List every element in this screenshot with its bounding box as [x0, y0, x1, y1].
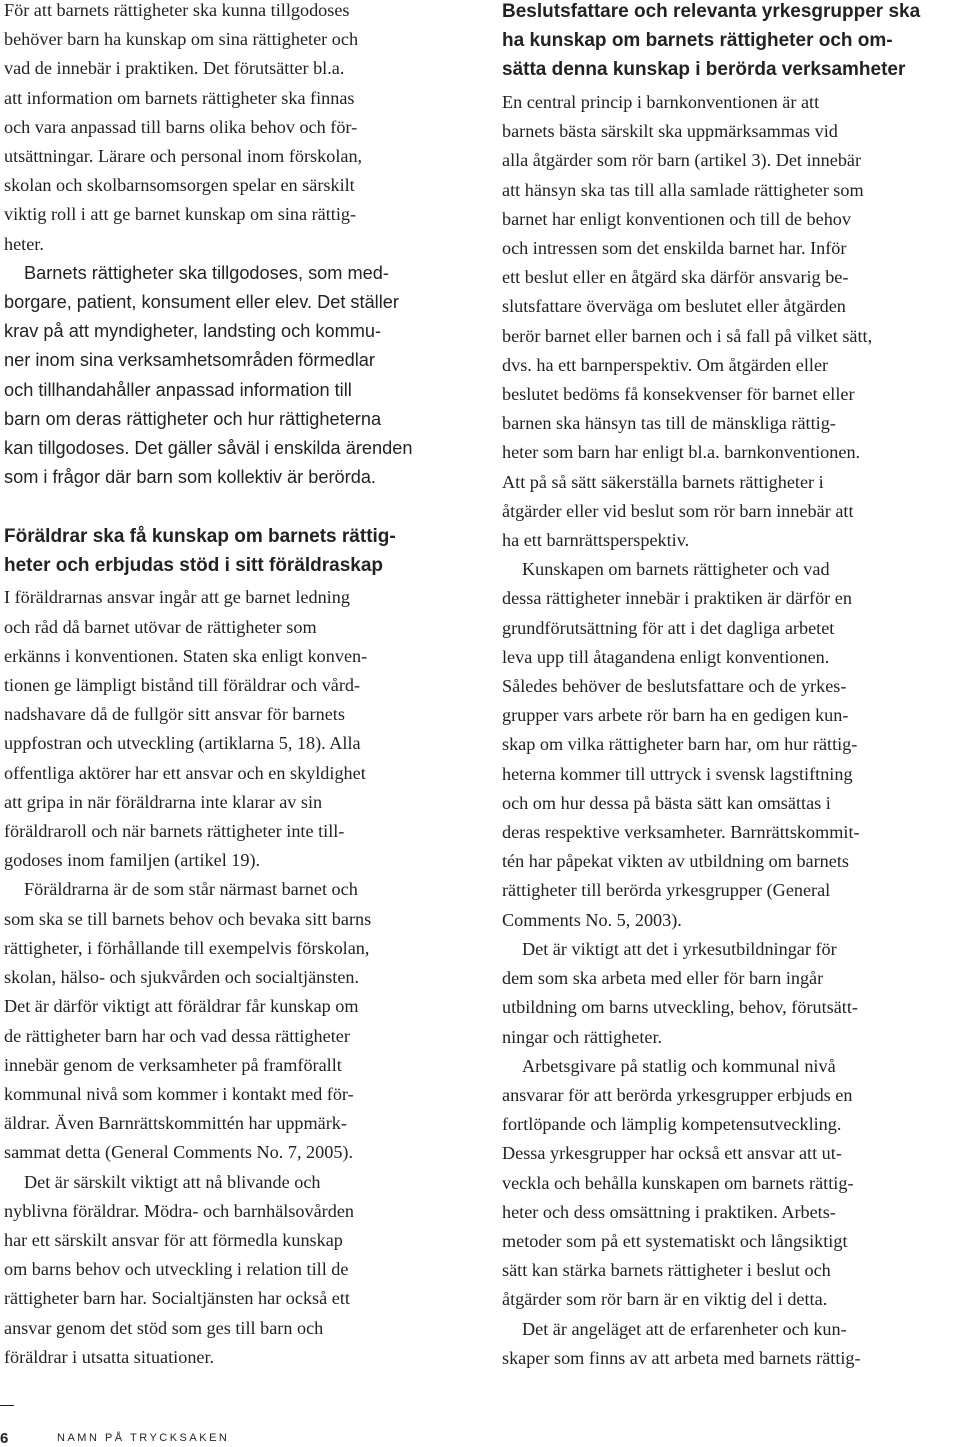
- right-section-heading: Beslutsfattare och relevanta yrkesgrupper ska ha kunskap om barnets rättigheter och om- sätta denna kunskap i berörda verksamheter: [502, 1, 921, 80]
- left-paragraph-2: Barnets rättigheter ska tillgodoses, som med- borgare, patient, konsument eller elev. Det ställer krav på att myndigheter, landsting och kommu- ner inom sina verksamhetsområden förmedlar och tillhandahåller anpassad information till barn om deras rättigheter och hur rättigheterna kan tillgodoses. Det gäller såväl i enskilda ärenden som i frågor där barn som kollektiv är berörda.: [4, 262, 413, 488]
- right-paragraph-4: Arbetsgivare på statlig och kommunal nivå ansvarar för att berörda yrkesgrupper erbjuds en fortlöpande och lämplig kompetensutveckling. Dessa yrkesgrupper har också ett ansvar att ut- veckla och behålla kunskapen om barnets rättig- heter och dess omsättning i praktiken. Arbets- metoder som på ett systematiskt och långsiktigt sätt kan stärka barnets rättigheter i beslut och åtgärder som rör barn är en viktig del i detta.: [502, 1055, 854, 1310]
- left-column: [4, 0, 462, 1372]
- footer-rule: [0, 1405, 14, 1406]
- left-paragraph-1: För att barnets rättigheter ska kunna tillgodoses behöver barn ha kunskap om sina rättigheter och vad de innebär i praktiken. Det förutsätter bl.a. att information om barnets rättigheter ska finnas och vara anpassad till barns olika behov och för- utsättningar. Lärare och personal inom förskolan, skolan och skolbarnsomsorgen spelar en särskilt viktig roll i att ge barnet kunskap om sina rättig- heter.: [4, 0, 363, 254]
- right-paragraph-2: Kunskapen om barnets rättigheter och vad dessa rättigheter innebär i praktiken är därför en grundförutsättning för att i det dagliga arbetet leva upp till åtagandena enligt konventionen. Således behöver de beslutsfattare och de yrkes- grupper vars arbete rör barn ha en gedigen kun- skap om vilka rättigheter barn har, om hur rättig- heterna kommer till uttryck i svensk lagstiftning och om hur dessa på bästa sätt kan omsättas i deras respektive verksamheter. Barnrättskommit- tén har påpekat vikten av utbildning om barnets rättigheter till berörda yrkesgrupper (General Comments No. 5, 2003).: [502, 559, 860, 930]
- right-column: [502, 0, 956, 1373]
- right-paragraph-3: Det är viktigt att det i yrkesutbildningar för dem som ska arbeta med eller för barn ingår utbildning om barns utveckling, behov, förutsätt- ningar och rättigheter.: [502, 938, 858, 1047]
- left-paragraph-5: Det är särskilt viktigt att nå blivande och nyblivna föräldrar. Mödra- och barnhälsovården har ett särskilt ansvar för att förmedla kunskap om barns behov och utveckling i relation till de rättigheter barn har. Socialtjänsten har också ett ansvar genom det stöd som ges till barn och föräldrar i utsatta situationer.: [4, 1171, 354, 1367]
- right-paragraph-1: En central princip i barnkonventionen är att barnets bästa särskilt ska uppmärksammas vid alla åtgärder som rör barn (artikel 3). Det innebär att hänsyn ska tas till alla samlade rättigheter som barnet har enligt konventionen och till de behov och intressen som det enskilda barnet har. Inför ett beslut eller en åtgärd ska därför ansvarig be- slutsfattare överväga om beslutet eller åtgärden berör barnet eller barnen och i så fall på vilket sätt, dvs. ha ett barnperspektiv. Om åtgärden eller beslutet bedöms få konsekvenser för barnet eller barnen ska hänsyn tas till de mänskliga rättig- heter som barn har enligt bl.a. barnkonventionen. Att på så sätt säkerställa barnets rättigheter i åtgärder eller vid beslut som rör barn innebär att ha ett barnrättsperspektiv.: [502, 92, 873, 551]
- left-section-heading: Föräldrar ska få kunskap om barnets rättig- heter och erbjudas stöd i sitt föräldraskap: [4, 526, 396, 577]
- right-paragraph-5: Det är angeläget att de erfarenheter och kun- skaper som finns av att arbeta med barnets rättig-: [502, 1318, 861, 1368]
- left-paragraph-3: I föräldrarnas ansvar ingår att ge barnet ledning och råd då barnet utövar de rättigheter som erkänns i konventionen. Staten ska enligt konven- tionen ge lämpligt bistånd till föräldrar och vård- nadshavare då de fullgör sitt ansvar för barnets uppfostran och utveckling (artiklarna 5, 18). Alla offentliga aktörer har ett ansvar och en skyldighet att gripa in när föräldrarna inte klarar av sin föräldraroll och när barnets rättigheter inte till- godoses inom familjen (artikel 19).: [4, 587, 368, 871]
- page-number: 6: [0, 1430, 9, 1447]
- left-paragraph-4: Föräldrarna är de som står närmast barnet och som ska se till barnets behov och bevaka sitt barns rättigheter, i förhållande till exempelvis förskolan, skolan, hälso- och sjukvården och socialtjänsten. Det är därför viktigt att föräldrar får kunskap om de rättigheter barn har och vad dessa rättigheter innebär genom de verksamheter på framförallt kommunal nivå som kommer i kontakt med för- äldrar. Även Barnrättskommittén har uppmärk- sammat detta (General Comments No. 7, 2005).: [4, 879, 372, 1163]
- publication-name: NAMN PÅ TRYCKSAKEN: [57, 1432, 230, 1444]
